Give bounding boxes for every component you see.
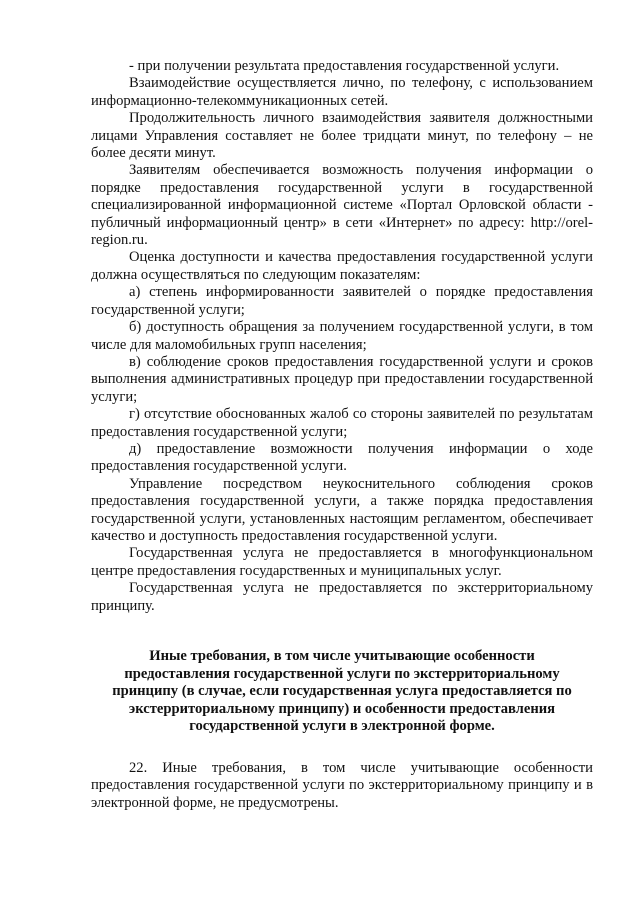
paragraph-quality-assessment: Оценка доступности и качества предоставления государственной услуги должна осуществляться по следующим показателям:: [91, 249, 593, 283]
paragraph-mfc: Государственная услуга не предоставляется в многофункциональном центре предоставления государственных и муниципальных услуг.: [91, 545, 593, 579]
section-spacer: [91, 736, 593, 760]
list-item-d: д) предоставление возможности получения информации о ходе предоставления государственной услуги.: [91, 440, 593, 475]
paragraph-portal-info: Заявителям обеспечивается возможность получения информации о порядке предоставления государственной услуги в государственной специализированной информационной системе «Портал Орловской области - публичный информационный центр» в сети «Интернет» по адресу: http://orel-region.ru.: [91, 162, 593, 249]
paragraph-deadlines-compliance: Управление посредством неукоснительного соблюдения сроков предоставления государственной услуги, а также порядка предоставления государственной услуги, установленных настоящим регламентом, обеспечивает качество и доступность предоставления государственной услуги.: [91, 475, 593, 544]
list-item-a: а) степень информированности заявителей о порядке предоставления государственной услуги;: [91, 284, 593, 318]
paragraph-interaction-duration: Продолжительность личного взаимодействия заявителя должностными лицами Управления составляет не более тридцати минут, по телефону – не более десяти минут.: [91, 110, 593, 162]
paragraph-extraterritorial: Государственная услуга не предоставляется по экстерриториальному принципу.: [91, 580, 593, 614]
paragraph-interaction-methods: Взаимодействие осуществляется лично, по телефону, с использованием информационно-телекоммуникационных сетей.: [91, 75, 593, 109]
section-heading: Иные требования, в том числе учитывающие особенности предоставления государственной услуги по экстерриториальному принципу (в случае, если государственная услуга предоставляется по экстерриториальному принципу) и особенности предоставления государственной услуги в электронной форме.: [112, 648, 572, 735]
list-item-b: б) доступность обращения за получением государственной услуги, в том числе для маломобильных групп населения;: [91, 319, 593, 353]
paragraph-22: 22. Иные требования, в том числе учитывающие особенности предоставления государственной услуги по экстерриториальному принципу и в электронной форме, не предусмотрены.: [91, 759, 593, 811]
paragraph-result-receipt: - при получении результата предоставления государственной услуги.: [129, 58, 560, 74]
list-item-v: в) соблюдение сроков предоставления государственной услуги и сроков выполнения административных процедур при предоставлении государственной услуги;: [91, 353, 593, 405]
document-page: [91, 58, 593, 812]
list-item-g: г) отсутствие обоснованных жалоб со стороны заявителей по результатам предоставления государственной услуги;: [91, 406, 593, 440]
